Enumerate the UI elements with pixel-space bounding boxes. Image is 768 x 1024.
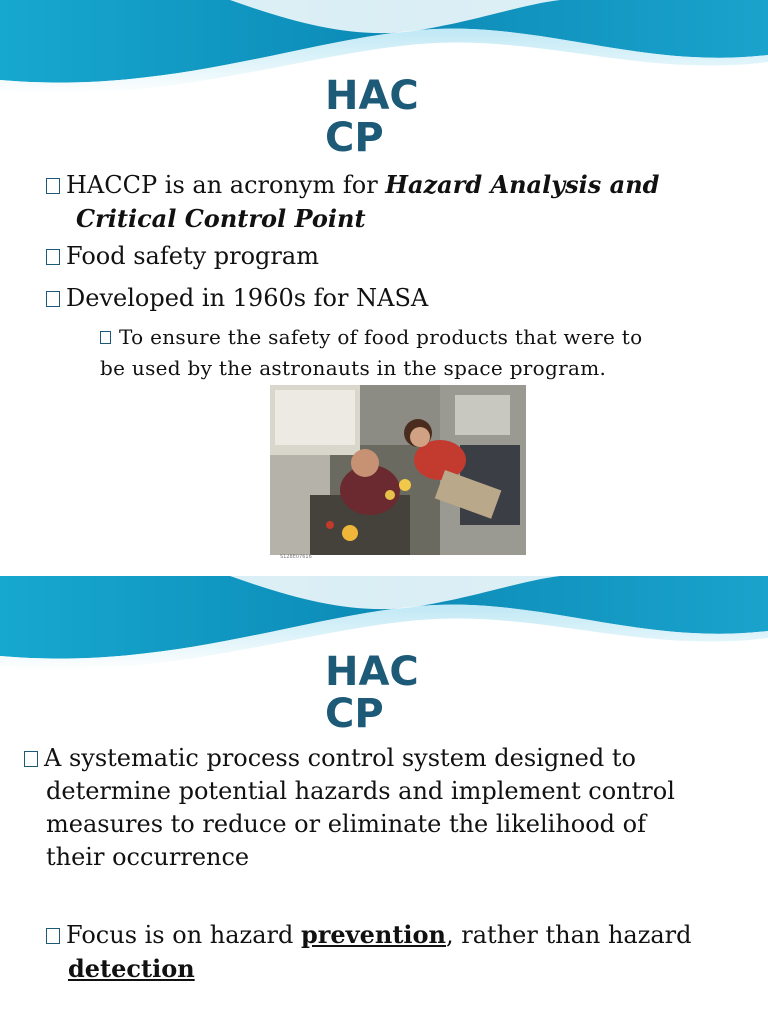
astronauts-photo-illustration: [270, 385, 526, 555]
sub-bullet-text: To ensure the safety of food products that were to be used by the astronauts in the space program.: [100, 325, 643, 380]
bullet-systematic-process: [46, 742, 708, 874]
bullet-nasa: [46, 282, 738, 315]
bullet-emphasis-line2: Critical Control Point: [76, 204, 366, 233]
sub-bullet-marker: [100, 331, 111, 344]
detection-emphasis: detection: [68, 954, 195, 983]
slide-title: HACCP: [325, 73, 419, 161]
photo-caption: S128E07616: [280, 554, 312, 560]
bullet-text: Developed in 1960s for NASA: [66, 284, 429, 312]
bullet-marker: [46, 928, 60, 944]
astronauts-photo: [270, 385, 526, 555]
sub-bullet-astronauts: [82, 322, 658, 384]
slide-title: HACCP: [325, 649, 419, 737]
bullet-emphasis-line1: Hazard Analysis and: [385, 170, 660, 199]
prevention-emphasis: prevention: [300, 920, 447, 949]
slide-2: [0, 576, 768, 1024]
bullet-marker: [24, 751, 38, 767]
bullet-haccp-acronym: [46, 168, 738, 236]
bullet-text: HACCP is an acronym for: [66, 171, 386, 199]
bullet-hazard-prevention: [46, 918, 708, 986]
bullet-marker: [46, 249, 60, 265]
bullet-marker: [46, 178, 60, 194]
bullet-text: A systematic process control system designed to determine potential hazards and implement control measures to reduce or eliminate the likelihood of their occurrence: [44, 744, 675, 871]
bullet-text: Food safety program: [66, 242, 319, 270]
bullet-text-middle: , rather than hazard: [446, 921, 692, 949]
bullet-text: Focus is on hazard: [66, 921, 301, 949]
bullet-food-safety: [46, 240, 738, 273]
bullet-marker: [46, 291, 60, 307]
